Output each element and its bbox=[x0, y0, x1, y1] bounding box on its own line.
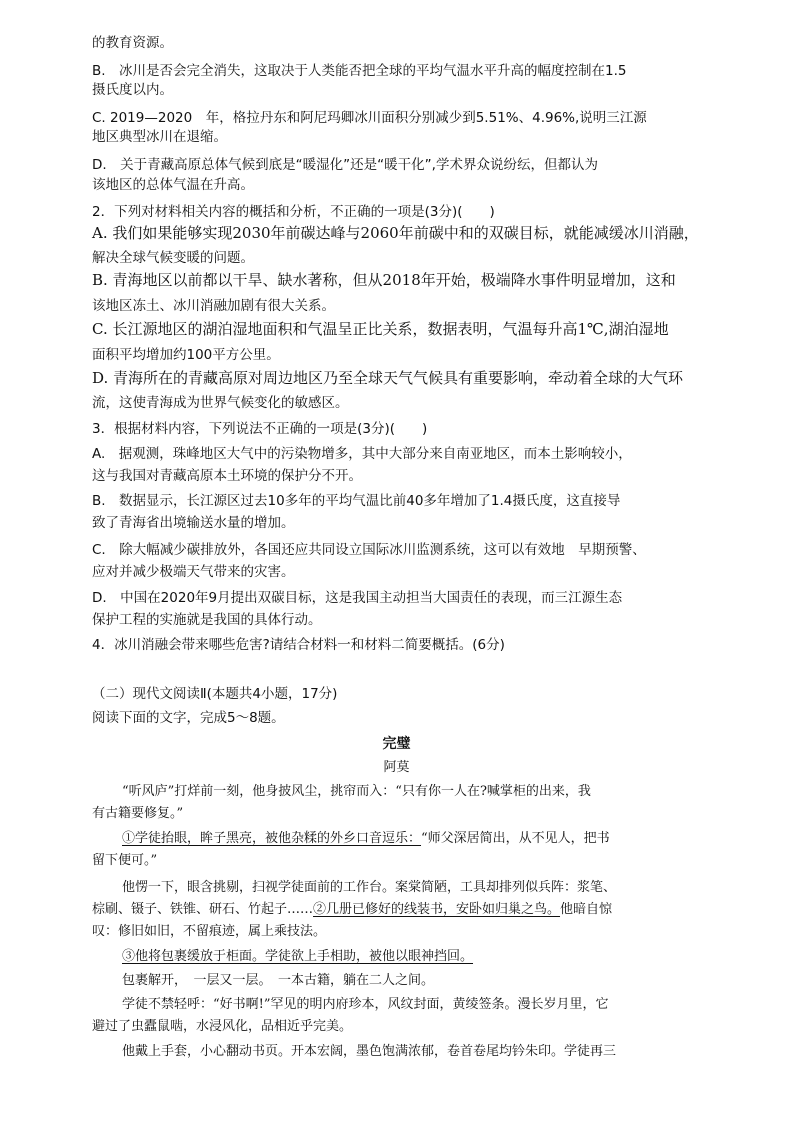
story-paragraph bbox=[122, 948, 473, 966]
option-c-line: C. 2019—2020 年，格拉丹东和阿尼玛卿冰川面积分别减少到5.51%、4.96%,说明三江源 bbox=[92, 110, 647, 126]
marked-sentence-2: ②几册已修好的线装书，安卧如归巢之鸟。 bbox=[313, 902, 561, 917]
q2-option-b: 该地区冻土、冰川消融加剧有很大关系。 bbox=[92, 298, 335, 314]
question-3: 3．根据材料内容，下列说法不正确的一项是(3分)( ) bbox=[92, 421, 428, 437]
story-paragraph: 他戴上手套，小心翻动书页。开本宏阔，墨色饱满浓郁，卷首卷尾均钤朱印。学徒再三 bbox=[122, 1044, 617, 1059]
story-paragraph: 包裹解开， 一层又一层。 一本古籍，躺在二人之间。 bbox=[122, 973, 435, 988]
option-b-line: 摄氏度以内。 bbox=[92, 82, 173, 98]
story-paragraph: 叹：修旧如旧，不留痕迹，属上乘技法。 bbox=[92, 924, 327, 939]
story-paragraph: 他愣一下，眼含挑剔，扫视学徒面前的工作台。案棠简陋，工具却排列似兵阵：浆笔、 bbox=[122, 880, 617, 895]
q2-option-b: B. 青海地区以前都以干旱、缺水著称，但从2018年开始，极端降水事件明显增加，这和 bbox=[92, 271, 676, 289]
story-paragraph: 学徒不禁轻呼：“好书啊!”罕见的明内府珍本，风纹封面，黄绫签条。漫长岁月里，它 bbox=[122, 997, 609, 1012]
paragraph-line: 的教育资源。 bbox=[92, 35, 173, 51]
story-text: 他暗自惊 bbox=[560, 902, 613, 917]
q3-option-b: 致了青海省出境输送水量的增加。 bbox=[92, 515, 295, 531]
question-2: 2．下列对材料相关内容的概括和分析，不正确的一项是(3分)( ) bbox=[92, 204, 495, 220]
q3-option-d: 保护工程的实施就是我国的具体行动。 bbox=[92, 612, 322, 628]
q2-option-a: A. 我们如果能够实现2030年前碳达峰与2060年前碳中和的双碳目标，就能减缓冰川消融， bbox=[92, 224, 699, 242]
q3-option-c: C. 除大幅减少碳排放外，各国还应共同设立国际冰川监测系统，这可以有效地 早期预警、 bbox=[92, 542, 646, 558]
story-paragraph: 留下便可。” bbox=[92, 853, 158, 868]
q2-option-a: 解决全球气候变暖的问题。 bbox=[92, 250, 254, 266]
section-heading: （二）现代文阅读Ⅱ(本题共4小题，17分) bbox=[92, 686, 338, 702]
q2-option-c: C. 长江源地区的湖泊湿地面积和气温呈正比关系，数据表明，气温每升高1℃,湖泊湿地 bbox=[92, 320, 669, 338]
story-paragraph: “听风庐”打烊前一刻，他身披风尘，挑帘而入：“只有你一人在?喊掌柜的出来，我 bbox=[122, 784, 591, 799]
option-d-line: 该地区的总体气温在升高。 bbox=[92, 177, 254, 193]
story-title: 完璧 bbox=[382, 736, 411, 752]
story-paragraph bbox=[92, 901, 612, 919]
option-b-line: B. 冰川是否会完全消失，这取决于人类能否把全球的平均气温水平升高的幅度控制在1.5 bbox=[92, 63, 627, 79]
q3-option-b: B. 数据显示，长江源区过去10多年的平均气温比前40多年增加了1.4摄氏度，这直接导 bbox=[92, 493, 621, 509]
question-4: 4．冰川消融会带来哪些危害?请结合材料一和材料二简要概括。(6分) bbox=[92, 637, 505, 653]
option-d-line: D. 关于青藏高原总体气候到底是“暖湿化”还是“暖干化”,学术界众说纷纭，但都认为 bbox=[92, 157, 598, 173]
reading-instruction: 阅读下面的文字，完成5～8题。 bbox=[92, 710, 285, 726]
q2-option-d: 流，这使青海成为世界气候变化的敏感区。 bbox=[92, 395, 349, 411]
story-paragraph bbox=[122, 830, 610, 848]
q2-option-d: D. 青海所在的青藏高原对周边地区乃至全球天气气候具有重要影响，牵动着全球的大气环 bbox=[92, 369, 684, 387]
q3-option-a: 这与我国对青藏高原本土环境的保护分不开。 bbox=[92, 468, 362, 484]
option-c-line: 地区典型冰川在退缩。 bbox=[92, 129, 227, 145]
story-text: “师父深居简出，从不见人，把书 bbox=[421, 831, 610, 846]
story-paragraph: 避过了虫蠹鼠啮，水浸风化，品相近乎完美。 bbox=[92, 1019, 353, 1034]
story-author: 阿莫 bbox=[383, 760, 410, 775]
story-text: 棕刷、镊子、铁锥、研石、竹起子…… bbox=[92, 902, 314, 917]
q3-option-a: A. 据观测，珠峰地区大气中的污染物增多，其中大部分来自南亚地区，而本土影响较小， bbox=[92, 446, 632, 462]
marked-sentence-3: ③他将包裹缓放于柜面。学徒欲上手相助，被他以眼神挡回。 bbox=[122, 949, 474, 964]
q3-option-c: 应对并减少极端天气带来的灾害。 bbox=[92, 564, 295, 580]
q3-option-d: D. 中国在2020年9月提出双碳目标，这是我国主动担当大国责任的表现，而三江源生态 bbox=[92, 590, 623, 606]
marked-sentence-1: ①学徒抬眼，眸子黑亮，被他杂糅的外乡口音逗乐： bbox=[122, 831, 422, 846]
story-paragraph: 有古籍要修复。” bbox=[92, 806, 184, 821]
q2-option-c: 面积平均增加约100平方公里。 bbox=[92, 347, 280, 363]
